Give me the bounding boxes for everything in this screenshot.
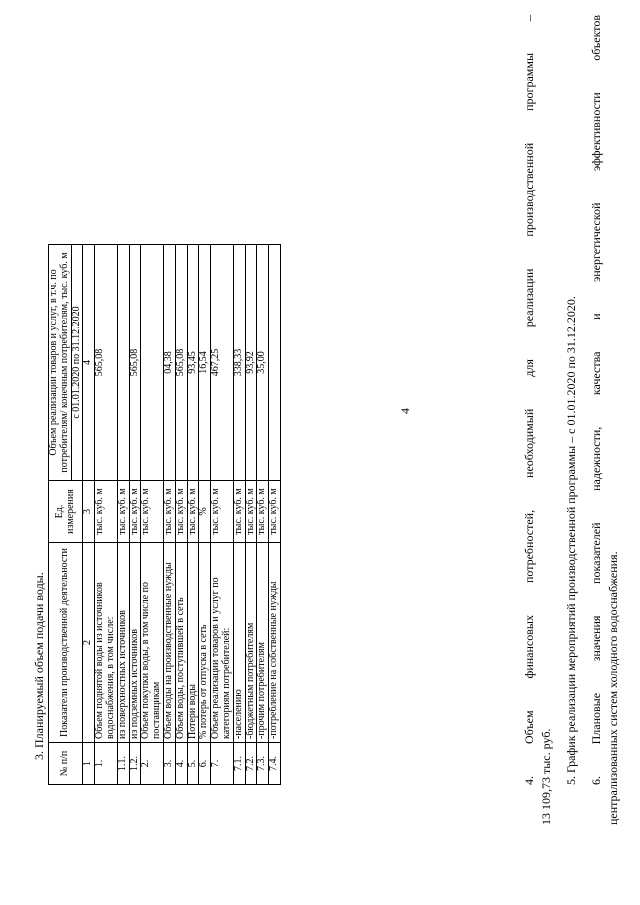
row-value-cell: 04,38	[163, 245, 175, 481]
row-unit-cell: тыс. куб. м	[269, 481, 281, 543]
row-number-cell: 7.4.	[269, 743, 281, 785]
row-number-cell: 1.	[95, 743, 118, 785]
section-6-line-2: централизованных систем холодного водоснабжения.	[606, 551, 620, 825]
column-number: 2	[83, 543, 95, 743]
section-5-text: 5. График реализации мероприятий производственной программы – с 01.01.2020 по 31.12.2020.	[564, 296, 578, 785]
row-indicator-cell: Объем воды на производственные нужды	[163, 543, 175, 743]
row-number-cell: 7.3.	[257, 743, 269, 785]
row-unit-cell: тыс. куб. м	[117, 481, 129, 543]
table-row	[233, 245, 245, 785]
row-indicator-cell: -потребление на собственные нужды	[269, 543, 281, 743]
row-number-cell: 5.	[187, 743, 199, 785]
header-number: № п/п	[49, 743, 83, 785]
column-number: 3	[83, 481, 95, 543]
table-row	[117, 245, 129, 785]
row-indicator-cell: Объем воды, поступившей в сеть	[175, 543, 187, 743]
table-row	[199, 245, 211, 785]
row-value-cell: 35,00	[257, 245, 269, 481]
table-row	[175, 245, 187, 785]
table-body	[95, 245, 281, 785]
header-unit: Ед. измерения	[49, 481, 83, 543]
row-unit-cell: тыс. куб. м	[187, 481, 199, 543]
table-row	[187, 245, 199, 785]
row-value-cell	[117, 245, 129, 481]
row-value-cell	[269, 245, 281, 481]
row-unit-cell: тыс. куб. м	[233, 481, 245, 543]
row-number-cell: 7.	[211, 743, 234, 785]
table-row	[129, 245, 141, 785]
row-value-cell: 565,08	[95, 245, 118, 481]
row-unit-cell: тыс. куб. м	[245, 481, 257, 543]
row-indicator-cell: из поверхностных источников	[117, 543, 129, 743]
row-number-cell: 6.	[199, 743, 211, 785]
table-row	[211, 245, 234, 785]
row-value-cell: 93,92	[245, 245, 257, 481]
table-row	[141, 245, 164, 785]
header-period: с 01.01.2020 по 31.12.2020	[71, 245, 83, 481]
row-unit-cell: тыс. куб. м	[211, 481, 234, 543]
row-value-cell	[141, 245, 164, 481]
row-indicator-cell: Объем реализации товаров и услуг по категориям потребителей:	[211, 543, 234, 743]
row-unit-cell: тыс. куб. м	[129, 481, 141, 543]
row-indicator-cell: Объем покупки воды, в том числе по поставщикам	[141, 543, 164, 743]
row-number-cell: 1.1.	[117, 743, 129, 785]
row-value-cell: 565,08	[129, 245, 141, 481]
water-volume-table	[48, 244, 281, 785]
row-value-cell: 565,08	[175, 245, 187, 481]
table-row	[163, 245, 175, 785]
page-number: 4	[398, 408, 412, 414]
table-row	[95, 245, 118, 785]
section-4-line-1: 4. Объем финансовых потребностей, необходимый для реализации производственной программы –	[522, 15, 536, 785]
row-value-cell: 338,33	[233, 245, 245, 481]
row-number-cell: 2.	[141, 743, 164, 785]
row-indicator-cell: Потери воды	[187, 543, 199, 743]
row-unit-cell: тыс. куб. м	[163, 481, 175, 543]
row-unit-cell: тыс. куб. м	[175, 481, 187, 543]
row-indicator-cell: Объем поднятой воды из источников водоснабжения, в том числе:	[95, 543, 118, 743]
row-number-cell: 7.1.	[233, 743, 245, 785]
row-number-cell: 3.	[163, 743, 175, 785]
row-indicator-cell: из подземных источников	[129, 543, 141, 743]
column-number: 1	[83, 743, 95, 785]
row-unit-cell: тыс. куб. м	[95, 481, 118, 543]
row-value-cell: 467,25	[211, 245, 234, 481]
header-volume: Объем реализации товаров и услуг, в т.ч. по потребителям/ конечным потребителям, тыс. куб. м	[49, 245, 72, 481]
row-indicator-cell: -бюджетным потребителям	[245, 543, 257, 743]
row-number-cell: 1.2.	[129, 743, 141, 785]
header-indicator: Показатели производственной деятельности	[49, 543, 83, 743]
section-6-line-1: 6. Плановые значения показателей надежности, качества и энергетической эффективности объектов	[589, 15, 603, 785]
column-number: 4	[83, 245, 95, 481]
table-row	[257, 245, 269, 785]
section-3-heading: 3. Планируемый объем подачи воды.	[32, 572, 46, 760]
row-number-cell: 7.2.	[245, 743, 257, 785]
table-row	[245, 245, 257, 785]
row-number-cell: 4.	[175, 743, 187, 785]
row-unit-cell: тыс. куб. м	[141, 481, 164, 543]
row-indicator-cell: -прочим потребителям	[257, 543, 269, 743]
row-unit-cell: тыс. куб. м	[257, 481, 269, 543]
row-indicator-cell: % потерь от отпуска в сеть	[199, 543, 211, 743]
row-indicator-cell: -населению	[233, 543, 245, 743]
row-value-cell: 16,54	[199, 245, 211, 481]
section-4-line-2: 13 109,73 тыс. руб.	[539, 728, 553, 825]
table-row	[269, 245, 281, 785]
row-value-cell: 93,45	[187, 245, 199, 481]
row-unit-cell: %	[199, 481, 211, 543]
